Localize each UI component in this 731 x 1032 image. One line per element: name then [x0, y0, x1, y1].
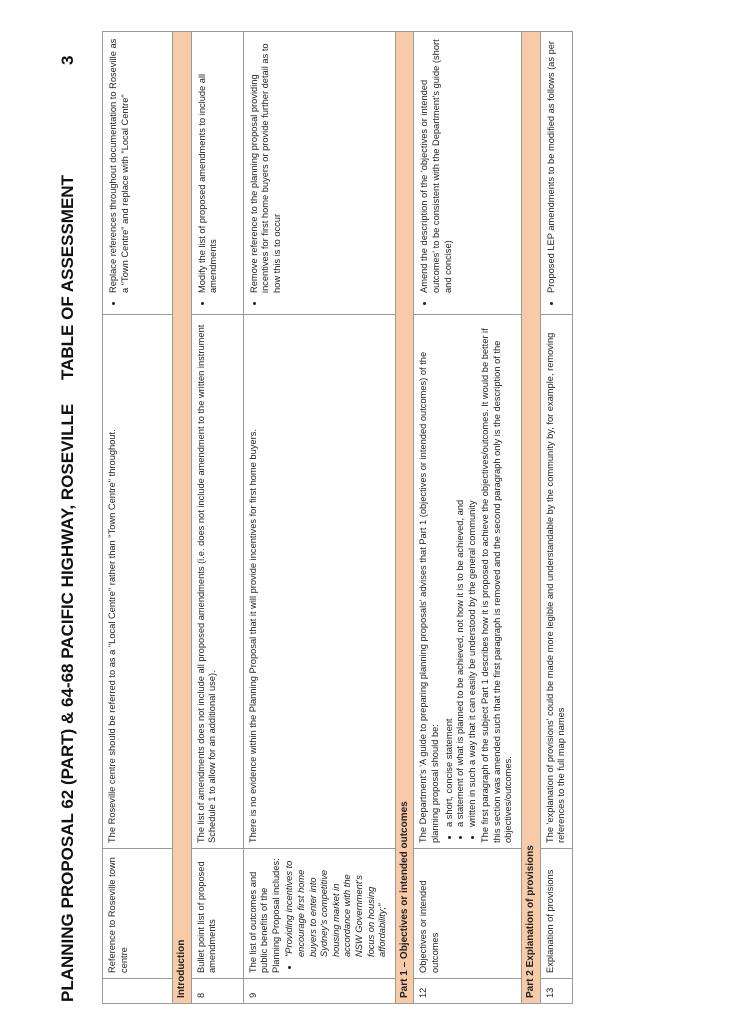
item-text: The list of outcomes and public benefits of the Planning Proposal includes:: [247, 858, 281, 973]
row-action: [103, 32, 173, 315]
section-heading: Introduction: [173, 32, 192, 1004]
section-title: TABLE OF ASSESSMENT: [58, 175, 77, 380]
comment-bullet: • written in such a way that it can easily be understood by the general community: [467, 320, 479, 827]
row-item: Objectives or intended outcomes: [414, 849, 522, 979]
row-action: [191, 32, 243, 315]
row-number: 13: [540, 979, 572, 1004]
section-heading: Part 1 – Objectives or intended outcomes: [395, 32, 414, 1004]
table-row: [243, 32, 395, 1004]
section-heading: Part 2 Explanation of provisions: [522, 32, 541, 1004]
row-number: [103, 979, 173, 1004]
row-comment: There is no evidence within the Planning Proposal that it will provide incentives for first home buyers.: [243, 315, 395, 849]
table-row: [191, 32, 243, 1004]
comment-paragraph: The first paragraph of the subject Part 1 describes how it is proposed to achieve the objectives/outcomes. It would be better if this section was amended such that the first paragraph is removed and the second paragraph only is the description of the objectives/outcomes.: [480, 328, 514, 843]
assessment-table: [102, 31, 573, 1004]
item-quote: • "Providing incentives to encourage first home buyers to enter into Sydney's competitive housing market in accordance with the NSW Government's focus on housing affordability;": [284, 854, 388, 957]
document-title: PLANNING PROPOSAL 62 (PART) & 64-68 PACIFIC HIGHWAY, ROSEVILLE: [58, 403, 77, 1002]
action-bullet: • Amend the description of the 'objectives or intended outcomes' to be consistent with the Department's guide (short and concise): [419, 37, 454, 293]
row-number: 8: [191, 979, 243, 1004]
section-row-part2: [522, 32, 541, 1004]
comment-paragraph: The Department's 'A guide to preparing planning proposals' advises that Part 1 (objectives or intended outcomes) of the planning proposal should be:: [418, 351, 440, 843]
table-row: [540, 32, 572, 1004]
row-comment: The Roseville centre should be referred to as a "Local Centre" rather than "Town Centre" throughout.: [103, 315, 173, 849]
table-row: [414, 32, 522, 1004]
comment-bullet: • a short, concise statement: [444, 320, 456, 827]
row-item: Bullet point list of proposed amendments: [191, 849, 243, 979]
table-row: [103, 32, 173, 1004]
row-comment: The 'explanation of provisions' could be made more legible and understandable by the community by, for example, removing references to the full map names: [540, 315, 572, 849]
row-number: 9: [243, 979, 395, 1004]
row-number: 12: [414, 979, 522, 1004]
action-bullet: • Modify the list of proposed amendments to include all amendments: [197, 37, 220, 293]
page-number: 3: [58, 55, 77, 65]
section-row-part1: [395, 32, 414, 1004]
row-action: [540, 32, 572, 315]
section-row-introduction: [173, 32, 192, 1004]
row-item: Reference to Roseville town centre: [103, 849, 173, 979]
row-item: [243, 849, 395, 979]
action-bullet: • Replace references throughout documentation to Roseville as a "Town Centre" and replace with "Local Centre": [108, 37, 131, 293]
row-comment: The list of amendments does not include all proposed amendments (i.e. does not include amendment to the written instrument Schedule 1 to allow for an additional use).: [191, 315, 243, 849]
row-action: [414, 32, 522, 315]
row-item: Explanation of provisions: [540, 849, 572, 979]
row-action: [243, 32, 395, 315]
comment-bullet: • a statement of what is planned to be achieved, not how it is to be achieved, and: [455, 320, 467, 827]
action-bullet: • Remove reference to the planning proposal providing incentives for first home buyers or provide further detail as to how this is to occur: [249, 37, 284, 293]
row-comment: [414, 315, 522, 849]
action-bullet: • Proposed LEP amendments to be modified as follows (as per: [546, 37, 558, 293]
